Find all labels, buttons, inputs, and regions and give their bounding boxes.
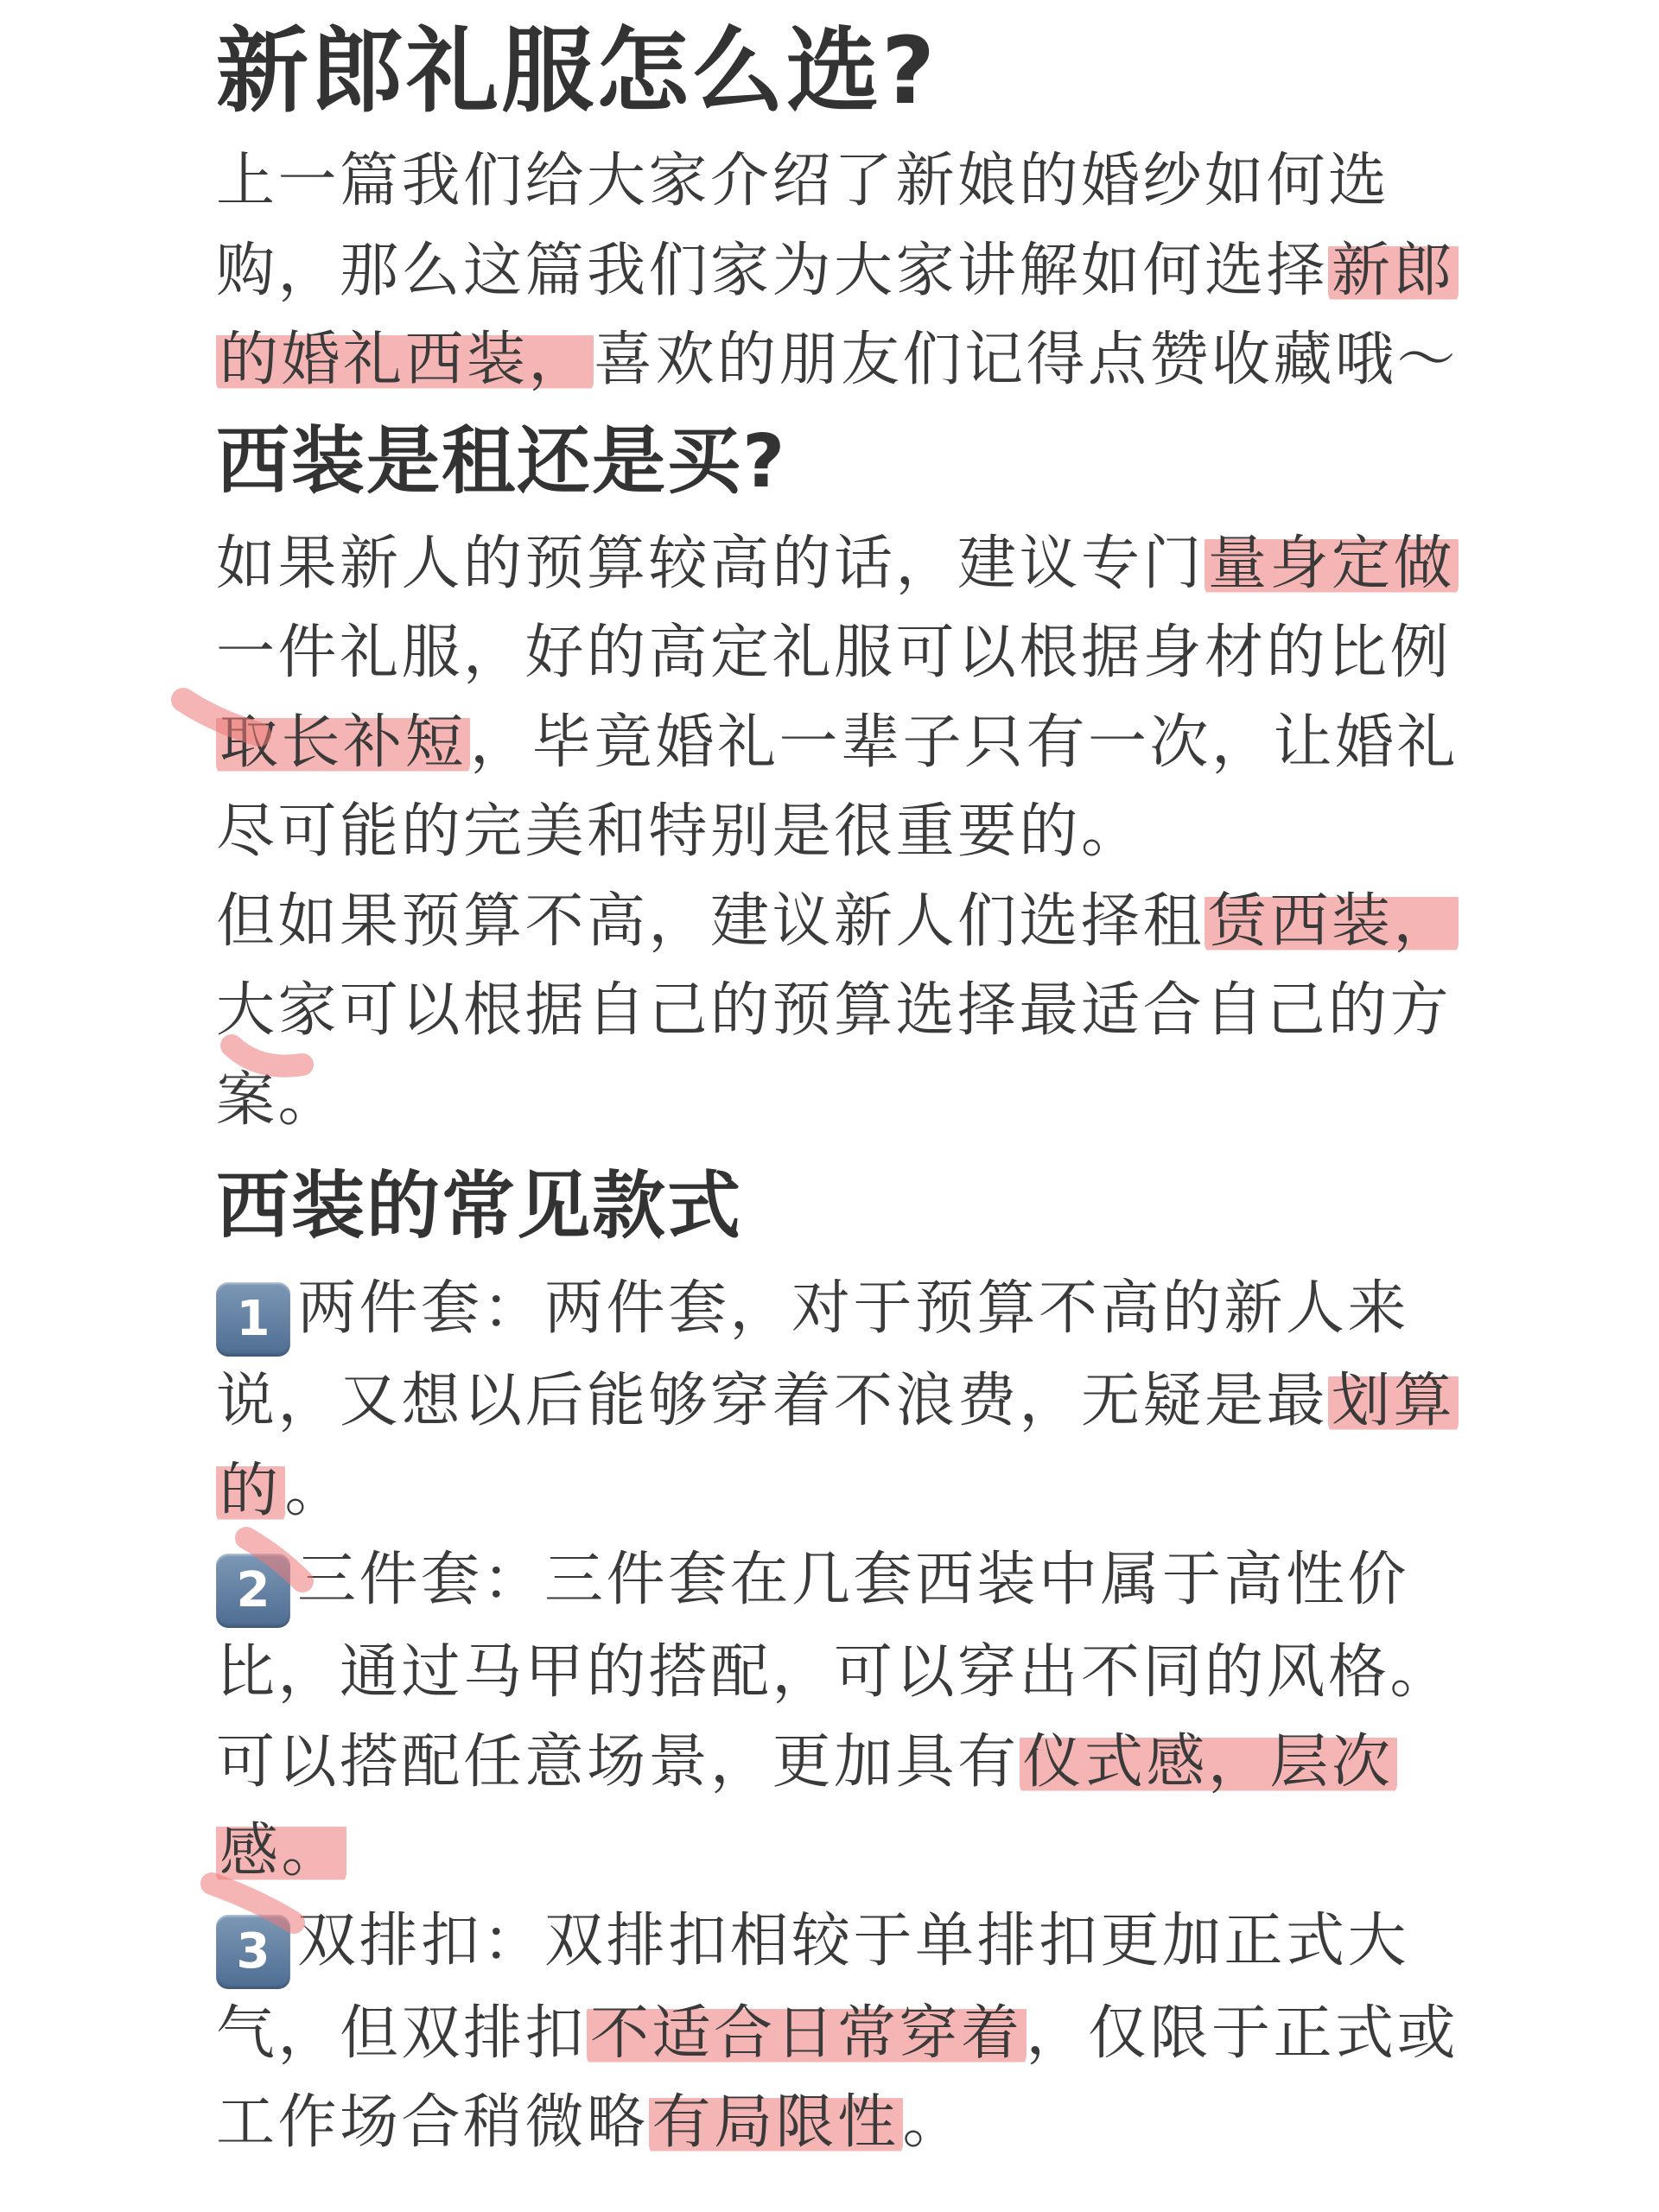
text-segment: 。 (284, 1456, 347, 1525)
highlight-custom-made: 量身定做 (1205, 530, 1459, 598)
intro-text-1: 上一篇我们给大家介绍了新娘的婚纱如何选购，那么这篇我们家为大家讲解如何选择 (216, 147, 1390, 305)
text-segment: ，毕竟婚礼一辈子只有一次，让婚礼尽可能的完美和特别是很重要的。 (216, 708, 1459, 866)
rent-or-buy-paragraph-2 (216, 877, 1460, 1146)
text-segment: 两件套：两件套，对于预算不高的新人来说，又想以后能够穿着不浪费，无疑是最 (216, 1274, 1410, 1435)
intro-highlight: 新郎的婚礼西装， (216, 237, 1459, 395)
text-segment: 大家可以根据自己的预算选择最适合自己的方案。 (216, 976, 1452, 1135)
style-item-two-piece (216, 1264, 1460, 1535)
highlight-ceremony: 仪式感，层次感。 (216, 1728, 1397, 1886)
highlight-flattering: 取长补短 (216, 709, 470, 777)
style-item-double-breasted (216, 1897, 1460, 2168)
text-segment: 一件礼服，好的高定礼服可以根据身材的比例 (216, 619, 1452, 687)
highlight-limited: 有局限性 (649, 2088, 903, 2157)
style-item-three-piece (216, 1535, 1460, 1897)
text-segment: 但如果预算不高，建议新人们选择租 (216, 887, 1205, 956)
section-heading-rent-or-buy: 西装是租还是买? (216, 418, 787, 505)
rent-or-buy-paragraph-1 (216, 519, 1460, 877)
article (216, 0, 1460, 2168)
intro-paragraph (216, 137, 1460, 405)
highlight-not-daily: 不适合日常穿着 (587, 1999, 1027, 2068)
page-title: 新郎礼服怎么选? (216, 18, 938, 125)
text-segment: 。 (902, 2088, 965, 2157)
text-segment: 双排扣：双排扣相较于单排扣更加正式大气，但双排扣 (216, 1906, 1410, 2068)
text-segment: ，仅限于正式或工作场合稍微略 (216, 1999, 1459, 2157)
highlight-cost-effective: 划算的 (216, 1367, 1459, 1525)
text-segment: 如果新人的预算较高的话，建议专门 (216, 529, 1205, 598)
number-1-icon: 1 (216, 1282, 290, 1357)
section-heading-common-styles: 西装的常见款式 (216, 1164, 743, 1249)
highlight-rental-suit: 赁西装， (1205, 887, 1459, 956)
number-2-icon: 2 (216, 1554, 290, 1628)
number-3-icon: 3 (216, 1915, 290, 1989)
intro-text-2: 喜欢的朋友们记得点赞收藏哦～ (594, 326, 1459, 394)
text-segment: 三件套：三件套在几套西装中属于高性价比，通过马甲的搭配，可以穿出不同的风格。可以搭配任意场景，更加具有 (216, 1546, 1452, 1796)
